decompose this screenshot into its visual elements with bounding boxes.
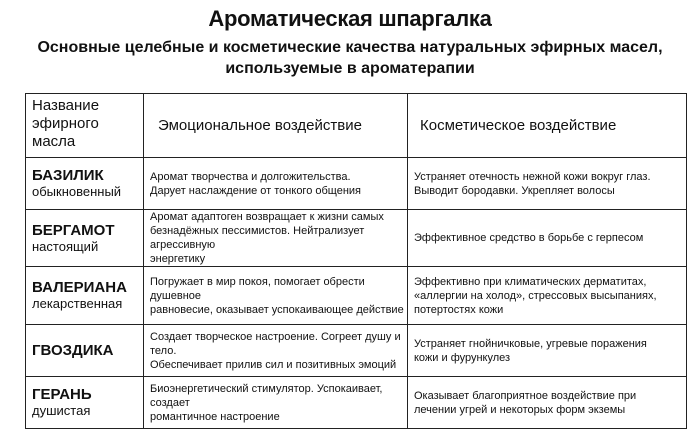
oil-subname: обыкновенный	[32, 184, 122, 199]
table-header-row	[26, 94, 687, 158]
header-cosmetic: Косметическое воздействие	[408, 94, 687, 158]
cosmetic-line: «аллергии на холод», стрессовых высыпаниях,	[414, 289, 657, 302]
emotional-line: Аромат творчества и долгожительства.	[150, 170, 351, 183]
page-title: Ароматическая шпаргалка	[208, 6, 492, 31]
table-row	[26, 325, 687, 377]
emotional-line: равновесие, оказывает успокаивающее действие	[150, 303, 404, 316]
table-row	[26, 210, 687, 267]
oil-name: БЕРГАМОТ	[32, 221, 115, 239]
emotional-line: Биоэнергетический стимулятор. Успокаивает, создает	[150, 382, 383, 409]
cosmetic-cell	[408, 158, 687, 210]
oil-name: ГЕРАНЬ	[32, 386, 92, 403]
emotional-line: Погружает в мир покоя, помогает обрести душевное	[150, 275, 365, 302]
cosmetic-cell	[408, 267, 687, 325]
oil-subname: душистая	[32, 403, 91, 418]
emotional-cell	[144, 158, 408, 210]
cosmetic-line: лечении угрей и некоторых форм экземы	[414, 403, 626, 416]
cosmetic-cell	[408, 210, 687, 267]
oil-name: БАЗИЛИК	[32, 167, 104, 184]
cosmetic-line: Оказывает благоприятное воздействие при	[414, 389, 637, 402]
subtitle-line-2: используемые в ароматерапии	[225, 60, 475, 77]
oil-name: ГВОЗДИКА	[32, 342, 114, 359]
oil-name-cell	[26, 377, 144, 429]
header-name-line-2: эфирного	[32, 115, 99, 132]
oil-name-cell	[26, 210, 144, 267]
oil-name-cell	[26, 158, 144, 210]
table-row	[26, 158, 687, 210]
emotional-line: Обеспечивает прилив сил и позитивных эмоций	[150, 358, 397, 371]
table-row	[26, 377, 687, 429]
emotional-line: романтичное настроение	[150, 410, 280, 423]
header-name-line-3: масла	[32, 133, 76, 150]
header-emotional: Эмоциональное воздействие	[144, 94, 408, 158]
oil-name-cell	[26, 267, 144, 325]
emotional-line: безнадёжных пессимистов. Нейтрализует агрессивную	[150, 225, 365, 251]
subtitle-line-1: Основные целебные и косметические качества натуральных эфирных масел,	[37, 39, 663, 56]
table-row	[26, 267, 687, 325]
emotional-cell	[144, 267, 408, 325]
oil-subname: лекарственная	[32, 296, 123, 311]
header-name-line-1: Название	[32, 97, 100, 114]
oils-table	[25, 93, 687, 429]
emotional-line: Дарует наслаждение от тонкого общения	[150, 184, 362, 197]
emotional-line: Аромат адаптоген возвращает к жизни самых	[150, 211, 384, 223]
cosmetic-line: Эффективное средство в борьбе с герпесом	[414, 232, 644, 244]
cosmetic-line: Выводит бородавки. Укрепляет волосы	[414, 184, 615, 197]
header-oil-name	[26, 94, 144, 158]
emotional-line: Создает творческое настроение. Согреет душу и тело.	[150, 330, 401, 357]
cosmetic-cell	[408, 377, 687, 429]
cosmetic-cell	[408, 325, 687, 377]
cosmetic-line: потертостях кожи	[414, 303, 504, 316]
emotional-cell	[144, 377, 408, 429]
emotional-line: энергетику	[150, 253, 206, 265]
emotional-cell	[144, 210, 408, 267]
cosmetic-line: Эффективно при климатических дерматитах,	[414, 275, 647, 288]
emotional-cell	[144, 325, 408, 377]
oil-name: ВАЛЕРИАНА	[32, 279, 127, 296]
oil-name-cell	[26, 325, 144, 377]
oil-subname: настоящий	[32, 238, 99, 254]
cosmetic-line: Устраняет отечность нежной кожи вокруг глаз.	[414, 170, 651, 183]
cosmetic-line: Устраняет гнойничковые, угревые поражения	[414, 337, 647, 350]
cosmetic-line: кожи и фурункулез	[414, 351, 511, 364]
